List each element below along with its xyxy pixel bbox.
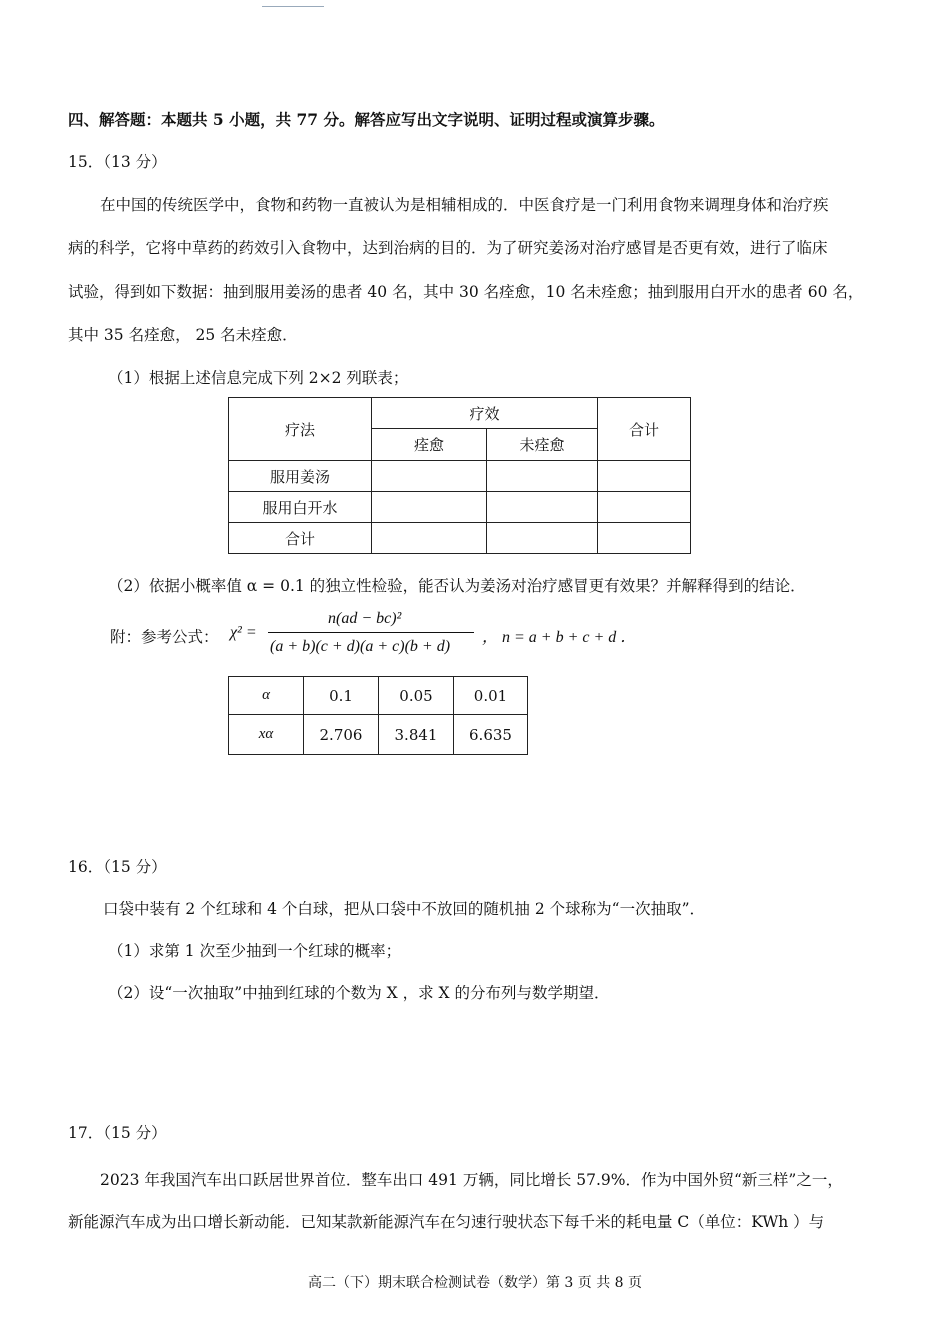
q16-part1: （1）求第 1 次至少抽到一个红球的概率； [108, 942, 402, 960]
cell-blank[interactable] [598, 492, 691, 523]
formula-lhs: χ² = [230, 624, 257, 641]
alpha-label: α [229, 677, 304, 715]
cell-blank[interactable] [487, 523, 598, 554]
q15-header: 15．（13 分） [68, 153, 167, 171]
fraction-bar [268, 632, 474, 633]
alpha-table [228, 676, 528, 755]
q17-line-2: 新能源汽车成为出口增长新动能．已知某款新能源汽车在匀速行驶状态下每千米的耗电量 C（单位：KWh ）与 [68, 1213, 825, 1231]
q15-para-line-2: 病的科学，它将中草药的药效引入食物中，达到治病的目的．为了研究姜汤对治疗感冒是否更有效，进行了临床 [68, 239, 828, 257]
th-total: 合计 [598, 398, 691, 461]
section-heading: 四、解答题：本题共 5 小题，共 77 分。解答应写出文字说明、证明过程或演算步骤。 [68, 110, 665, 129]
th-uncured: 未痊愈 [487, 429, 598, 461]
x-alpha-label: xα [229, 715, 304, 755]
x-alpha-value: 3.841 [379, 715, 454, 755]
top-mark [262, 6, 324, 7]
formula-denominator: (a + b)(c + d)(a + c)(b + d) [270, 638, 451, 655]
q17-header: 17．（15 分） [68, 1124, 167, 1142]
alpha-value: 0.05 [379, 677, 454, 715]
q17-line-1: 2023 年我国汽车出口跃居世界首位．整车出口 491 万辆，同比增长 57.9%．作为中国外贸“新三样”之一， [100, 1171, 843, 1189]
q16-part2: （2）设“一次抽取”中抽到红球的个数为 X ，求 X 的分布列与数学期望． [108, 984, 610, 1002]
q15-para-line-3: 试验，得到如下数据：抽到服用姜汤的患者 40 名，其中 30 名痊愈，10 名未痊愈；抽到服用白开水的患者 60 名， [68, 283, 864, 301]
row-label-total: 合计 [229, 523, 372, 554]
q15-para-line-1: 在中国的传统医学中，食物和药物一直被认为是相辅相成的．中医食疗是一门利用食物来调理身体和治疗疾 [100, 196, 829, 214]
alpha-value: 0.01 [454, 677, 528, 715]
cell-blank[interactable] [372, 492, 487, 523]
th-cured: 痊愈 [372, 429, 487, 461]
q15-part2: （2）依据小概率值 α = 0.1 的独立性检验，能否认为姜汤对治疗感冒更有效果？并解释得到的结论． [108, 577, 806, 595]
page-footer: 高二（下）期末联合检测试卷（数学）第 3 页 共 8 页 [307, 1275, 643, 1291]
th-effect: 疗效 [372, 398, 598, 429]
alpha-value: 0.1 [304, 677, 379, 715]
q15-part1: （1）根据上述信息完成下列 2×2 列联表； [108, 369, 409, 387]
q15-para-line-4: 其中 35 名痊愈， 25 名未痊愈． [68, 326, 298, 344]
cell-blank[interactable] [598, 523, 691, 554]
cell-blank[interactable] [372, 461, 487, 492]
formula-numerator: n(ad − bc)² [328, 610, 402, 627]
q16-header: 16．（15 分） [68, 858, 167, 876]
th-method: 疗法 [229, 398, 372, 461]
cell-blank[interactable] [372, 523, 487, 554]
cell-blank[interactable] [487, 492, 598, 523]
contingency-table [228, 397, 691, 554]
formula-fraction [268, 608, 474, 658]
q16-stem: 口袋中装有 2 个红球和 4 个白球，把从口袋中不放回的随机抽 2 个球称为“一次抽取”． [103, 900, 705, 918]
formula-label: 附：参考公式： [110, 628, 219, 646]
x-alpha-value: 6.635 [454, 715, 528, 755]
cell-blank[interactable] [598, 461, 691, 492]
row-label-water: 服用白开水 [229, 492, 372, 523]
formula-rhs: ， n = a + b + c + d ． [482, 629, 637, 646]
row-label-ginger: 服用姜汤 [229, 461, 372, 492]
cell-blank[interactable] [487, 461, 598, 492]
x-alpha-value: 2.706 [304, 715, 379, 755]
